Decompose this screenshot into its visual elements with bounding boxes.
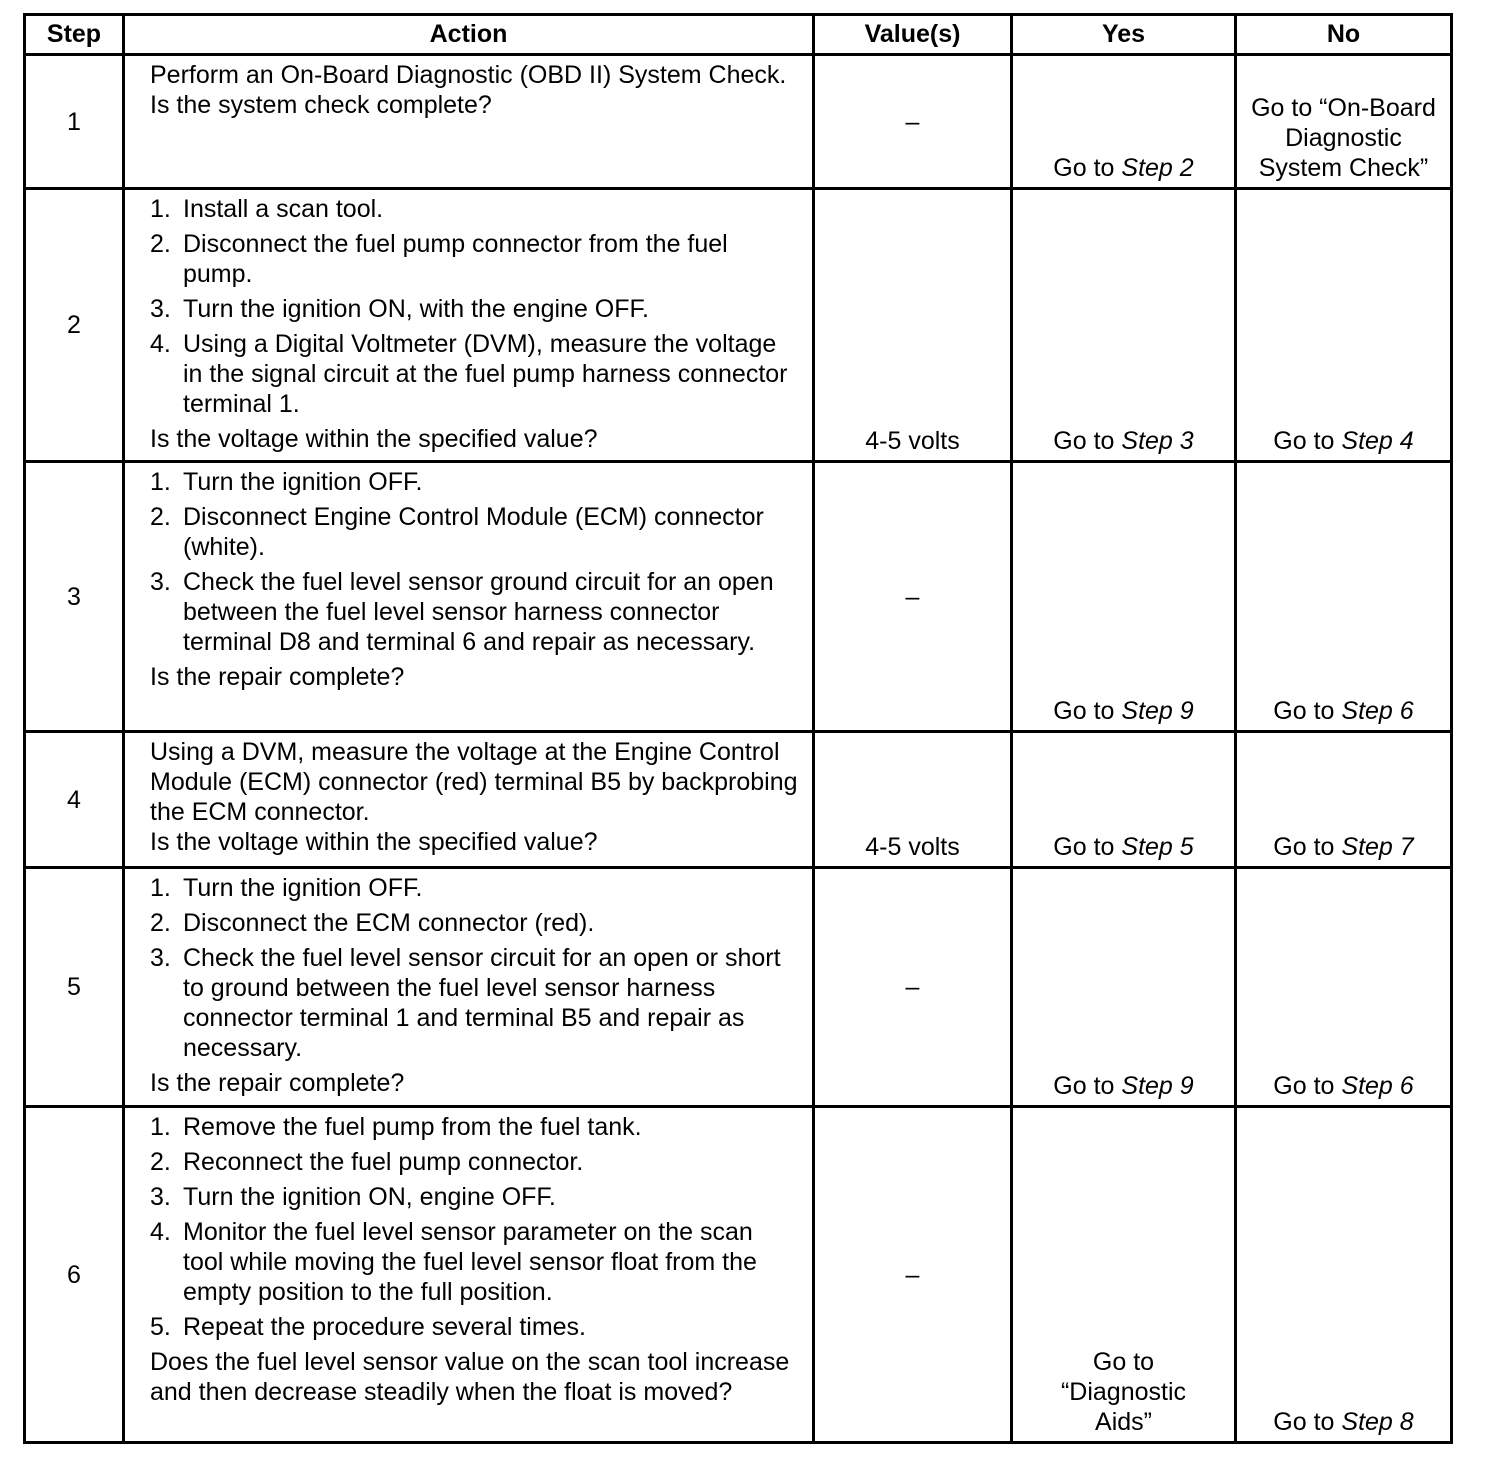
goto-prefix: Go to	[1273, 427, 1335, 455]
table-row	[25, 868, 1452, 1107]
goto-target: Step 3	[1121, 427, 1194, 455]
action-step-item	[150, 467, 798, 497]
goto-text	[1237, 426, 1450, 456]
action-step-number: 3.	[150, 944, 171, 972]
action-step-item	[150, 1312, 798, 1342]
action-step-number: 1.	[150, 468, 171, 496]
action-step-number: 1.	[150, 195, 171, 223]
goto-text: Go to “Diagnostic Aids”	[1060, 1348, 1187, 1436]
action-step-number: 3.	[150, 1183, 171, 1211]
value-cell	[814, 55, 1012, 189]
action-step-item	[150, 229, 798, 289]
yes-cell	[1012, 1107, 1236, 1443]
action-cell	[124, 189, 814, 462]
action-cell	[124, 1107, 814, 1443]
action-step-text: Turn the ignition OFF.	[183, 468, 423, 496]
action-step-number: 3.	[150, 295, 171, 323]
action-steps	[150, 1112, 798, 1342]
goto-text	[1013, 832, 1234, 862]
action-steps	[150, 194, 798, 419]
header-no: No	[1236, 15, 1452, 55]
action-steps	[150, 467, 798, 657]
value-text: –	[905, 582, 920, 611]
header-value: Value(s)	[814, 15, 1012, 55]
no-cell	[1236, 55, 1452, 189]
goto-prefix: Go to	[1273, 1408, 1335, 1436]
action-step-text: Using a Digital Voltmeter (DVM), measure the voltage in the signal circuit at the fuel pump harness connector terminal 1.	[183, 330, 788, 418]
goto-target: Step 7	[1341, 833, 1414, 861]
action-step-item	[150, 943, 798, 1063]
goto-text	[1237, 696, 1450, 726]
no-cell	[1236, 189, 1452, 462]
goto-prefix: Go to	[1273, 1072, 1335, 1100]
goto-text	[1013, 696, 1234, 726]
action-step-number: 1.	[150, 874, 171, 902]
header-step: Step	[25, 15, 124, 55]
yes-cell	[1012, 868, 1236, 1107]
action-intro: Using a DVM, measure the voltage at the Engine Control Module (ECM) connector (red) terminal B5 by backprobing the ECM connector.	[150, 738, 798, 826]
no-cell	[1236, 868, 1452, 1107]
goto-target: Step 6	[1341, 1072, 1414, 1100]
goto-text	[1237, 832, 1450, 862]
goto-target: Step 9	[1121, 1072, 1194, 1100]
action-step-item	[150, 502, 798, 562]
action-step-text: Check the fuel level sensor circuit for an open or short to ground between the fuel level sensor harness connector terminal 1 and terminal B5 and repair as necessary.	[183, 944, 781, 1062]
goto-target: Step 8	[1341, 1408, 1414, 1436]
action-step-number: 4.	[150, 330, 171, 358]
goto-target: Step 5	[1121, 833, 1194, 861]
table-row	[25, 462, 1452, 732]
goto-prefix: Go to	[1053, 697, 1115, 725]
header-row	[25, 15, 1452, 55]
goto-prefix: Go to	[1053, 154, 1115, 182]
step-number: 3	[25, 462, 124, 732]
action-steps	[150, 873, 798, 1063]
value-text: 4-5 volts	[865, 427, 960, 455]
action-step-number: 2.	[150, 503, 171, 531]
action-step-text: Turn the ignition OFF.	[183, 874, 423, 902]
action-step-number: 2.	[150, 1148, 171, 1176]
action-cell	[124, 462, 814, 732]
goto-prefix: Go to	[1053, 1072, 1115, 1100]
table-row	[25, 732, 1452, 868]
value-text: 4-5 volts	[865, 833, 960, 861]
goto-target: Step 6	[1341, 697, 1414, 725]
goto-prefix: Go to	[1053, 427, 1115, 455]
table-row	[25, 189, 1452, 462]
action-step-text: Reconnect the fuel pump connector.	[183, 1148, 584, 1176]
table-row	[25, 55, 1452, 189]
yes-cell	[1012, 732, 1236, 868]
diagnostic-table	[23, 13, 1453, 1444]
action-question: Is the repair complete?	[150, 663, 405, 691]
action-step-number: 3.	[150, 568, 171, 596]
action-step-text: Disconnect the fuel pump connector from the fuel pump.	[183, 230, 728, 288]
step-number: 2	[25, 189, 124, 462]
goto-prefix: Go to	[1053, 833, 1115, 861]
goto-text	[1237, 1407, 1450, 1437]
goto-text	[1013, 153, 1234, 183]
yes-cell	[1012, 462, 1236, 732]
goto-prefix: Go to	[1273, 833, 1335, 861]
value-text: –	[905, 107, 920, 136]
value-cell	[814, 462, 1012, 732]
goto-text	[1237, 1071, 1450, 1101]
action-question: Does the fuel level sensor value on the scan tool increase and then decrease steadily when the float is moved?	[150, 1348, 790, 1406]
value-text: –	[905, 1260, 920, 1289]
action-cell	[124, 732, 814, 868]
value-text: –	[905, 973, 920, 1001]
action-step-item	[150, 294, 798, 324]
action-step-text: Check the fuel level sensor ground circuit for an open between the fuel level sensor harness connector terminal D8 and terminal 6 and repair as necessary.	[183, 568, 774, 656]
action-cell	[124, 868, 814, 1107]
action-step-text: Repeat the procedure several times.	[183, 1313, 586, 1341]
header-action: Action	[124, 15, 814, 55]
table-row	[25, 1107, 1452, 1443]
action-step-text: Turn the ignition ON, with the engine OFF.	[183, 295, 649, 323]
action-step-item	[150, 567, 798, 657]
goto-prefix: Go to	[1273, 697, 1335, 725]
action-step-item	[150, 908, 798, 938]
action-step-item	[150, 1147, 798, 1177]
value-cell	[814, 189, 1012, 462]
action-step-item	[150, 329, 798, 419]
step-number: 1	[25, 55, 124, 189]
action-step-text: Disconnect Engine Control Module (ECM) connector (white).	[183, 503, 764, 561]
action-step-item	[150, 1217, 798, 1307]
step-number: 6	[25, 1107, 124, 1443]
no-cell	[1236, 732, 1452, 868]
goto-text	[1013, 1071, 1234, 1101]
action-step-text: Remove the fuel pump from the fuel tank.	[183, 1113, 642, 1141]
action-step-text: Monitor the fuel level sensor parameter on the scan tool while moving the fuel level sensor float from the empty position to the full position.	[183, 1218, 757, 1306]
action-step-item	[150, 194, 798, 224]
action-question: Is the repair complete?	[150, 1069, 405, 1097]
goto-text: Go to “On-Board Diagnostic System Check”	[1251, 94, 1436, 182]
action-step-number: 1.	[150, 1113, 171, 1141]
no-cell	[1236, 462, 1452, 732]
value-cell	[814, 732, 1012, 868]
value-cell	[814, 868, 1012, 1107]
action-question: Is the voltage within the specified value?	[150, 828, 598, 856]
step-number: 4	[25, 732, 124, 868]
goto-target: Step 4	[1341, 427, 1414, 455]
action-question: Is the system check complete?	[150, 91, 492, 119]
action-step-number: 2.	[150, 909, 171, 937]
goto-target: Step 2	[1121, 154, 1194, 182]
no-cell	[1236, 1107, 1452, 1443]
action-step-number: 5.	[150, 1313, 171, 1341]
goto-text	[1013, 426, 1234, 456]
action-step-item	[150, 1112, 798, 1142]
action-question: Is the voltage within the specified value?	[150, 425, 598, 453]
yes-cell	[1012, 189, 1236, 462]
table-body	[25, 55, 1452, 1443]
value-cell	[814, 1107, 1012, 1443]
action-step-text: Disconnect the ECM connector (red).	[183, 909, 595, 937]
action-step-item	[150, 1182, 798, 1212]
step-number: 5	[25, 868, 124, 1107]
action-step-number: 2.	[150, 230, 171, 258]
action-step-text: Install a scan tool.	[183, 195, 384, 223]
header-yes: Yes	[1012, 15, 1236, 55]
action-intro: Perform an On-Board Diagnostic (OBD II) System Check.	[150, 61, 787, 89]
action-step-text: Turn the ignition ON, engine OFF.	[183, 1183, 556, 1211]
action-step-number: 4.	[150, 1218, 171, 1246]
action-step-item	[150, 873, 798, 903]
action-cell	[124, 55, 814, 189]
goto-target: Step 9	[1121, 697, 1194, 725]
yes-cell	[1012, 55, 1236, 189]
